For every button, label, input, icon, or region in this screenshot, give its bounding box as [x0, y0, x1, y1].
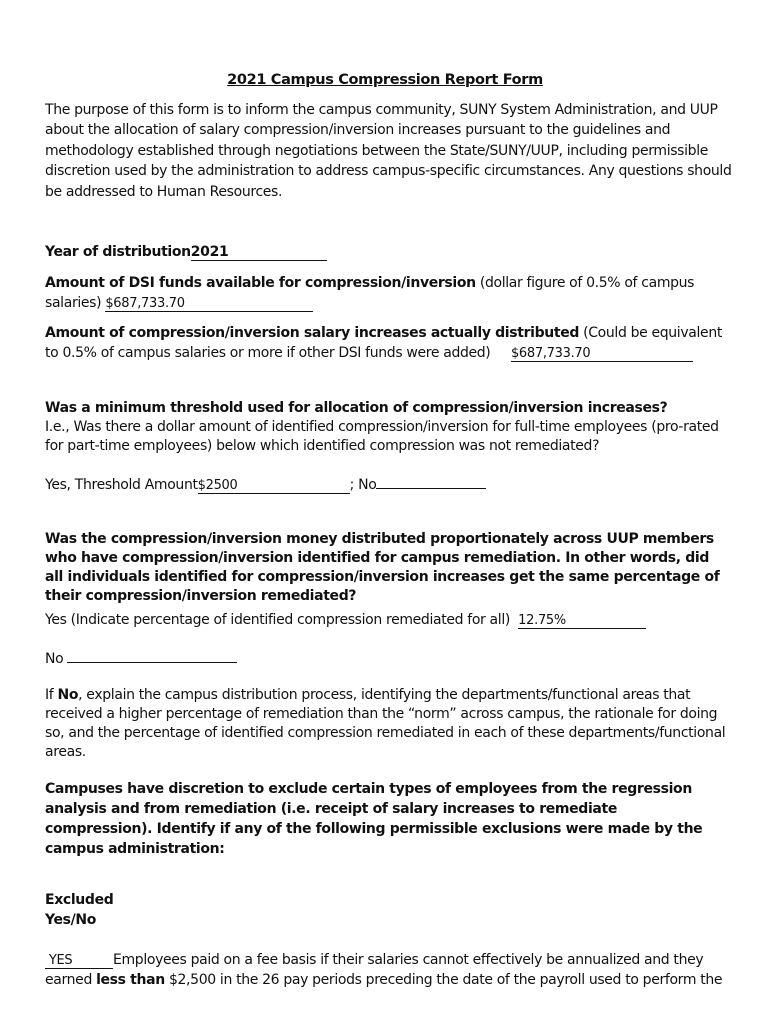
proportional-yes-line — [45, 610, 735, 630]
form-title: 2021 Campus Compression Report Form — [227, 72, 543, 88]
proportional-question: who have compression/inversion identified for campus remediation. In other words, did — [45, 550, 710, 566]
exclusion-line — [45, 950, 735, 970]
intro-line: be addressed to Human Resources. — [45, 184, 283, 200]
percentage-value: 12.75% — [518, 613, 566, 628]
threshold-answer-line — [45, 474, 735, 495]
threshold-detail: I.e., Was there a dollar amount of identified compression/inversion for full-time employees (pro-rated — [45, 419, 719, 435]
exclusion-line2 — [45, 970, 735, 990]
dsi-note: (dollar figure of 0.5% of campus — [475, 275, 695, 291]
dsi-label: Amount of DSI funds available for compression/inversion — [45, 275, 476, 291]
distributed-amount-field[interactable] — [511, 346, 693, 362]
threshold-amount-field[interactable] — [198, 478, 350, 494]
threshold-no-label: ; No — [349, 477, 377, 493]
exclusion-answer-value: YES — [48, 953, 73, 968]
year-field[interactable] — [191, 245, 327, 261]
if-no-line: areas. — [45, 744, 86, 760]
intro-line: about the allocation of salary compression/inversion increases pursuant to the guidelines and — [45, 122, 671, 138]
proportional-question: Was the compression/inversion money distributed proportionately across UUP members — [45, 531, 714, 547]
year-value: 2021 — [190, 244, 229, 260]
if-no-bold: No — [57, 687, 79, 703]
year-of-distribution — [45, 242, 735, 262]
dsi-amount-value: $687,733.70 — [105, 296, 185, 311]
proportional-no-line — [45, 648, 735, 669]
dsi-funds-line — [45, 273, 735, 293]
proportional-question: all individuals identified for compression/inversion increases get the same percentage of — [45, 569, 720, 585]
dsi-funds-line2 — [45, 293, 735, 313]
proportional-no-label: No — [45, 651, 64, 667]
intro-line: methodology established through negotiations between the State/SUNY/UUP, including permissible — [45, 143, 708, 159]
if-no-line: received a higher percentage of remediation than the “norm” across campus, the rationale for doing — [45, 706, 718, 722]
if-no-line — [45, 685, 735, 705]
distributed-amount-value: $687,733.70 — [510, 346, 591, 361]
discretion-line: compression). Identify if any of the following permissible exclusions were made by the — [45, 821, 703, 837]
yes-no-header: Yes/No — [45, 912, 97, 928]
exclusion-text2-bold: less than — [96, 972, 165, 988]
distributed-label: Amount of compression/inversion salary increases actually distributed — [45, 325, 580, 341]
threshold-amount-value: $2500 — [197, 478, 238, 493]
percentage-field[interactable] — [518, 613, 646, 629]
if-no-rest: , explain the campus distribution process, identifying the departments/functional areas that — [78, 687, 691, 703]
discretion-line: Campuses have discretion to exclude certain types of employees from the regression — [45, 781, 692, 797]
discretion-line: campus administration: — [45, 841, 225, 857]
if-no-line: so, and the percentage of identified compression remediated in each of these departments/functional — [45, 725, 726, 741]
exclusion-text2-prefix: earned — [45, 972, 97, 988]
dsi-amount-field[interactable] — [105, 296, 313, 312]
distributed-line2 — [45, 343, 735, 363]
exclusion-text2-rest: $2,500 in the 26 pay periods preceding the date of the payroll used to perform the — [164, 972, 723, 988]
threshold-yes-label: Yes, Threshold Amount — [45, 477, 198, 493]
threshold-no-field[interactable] — [376, 474, 486, 489]
threshold-detail: for part-time employees) below which identified compression was not remediated? — [45, 438, 600, 454]
proportional-yes-label: Yes (Indicate percentage of identified compression remediated for all) — [45, 612, 510, 628]
intro-line: The purpose of this form is to inform the campus community, SUNY System Administration, and UUP — [45, 102, 718, 118]
if-no-prefix: If — [45, 687, 58, 703]
discretion-line: analysis and from remediation (i.e. receipt of salary increases to remediate — [45, 801, 617, 817]
distributed-note: (Could be equivalent — [579, 325, 722, 341]
year-label: Year of distribution — [45, 244, 191, 260]
proportional-no-field[interactable] — [67, 648, 237, 663]
threshold-question: Was a minimum threshold used for allocation of compression/inversion increases? — [45, 400, 668, 416]
exclusion-text: Employees paid on a fee basis if their salaries cannot effectively be annualized and they — [113, 952, 704, 968]
proportional-question: their compression/inversion remediated? — [45, 588, 357, 604]
distributed-line — [45, 323, 735, 343]
exclusion-answer-field[interactable] — [45, 953, 113, 969]
dsi-line2: salaries) — [45, 295, 102, 311]
intro-line: discretion used by the administration to address campus-specific circumstances. Any questions should — [45, 163, 732, 179]
distributed-line2-text: to 0.5% of campus salaries or more if other DSI funds were added) — [45, 345, 491, 361]
excluded-header: Excluded — [45, 892, 114, 908]
